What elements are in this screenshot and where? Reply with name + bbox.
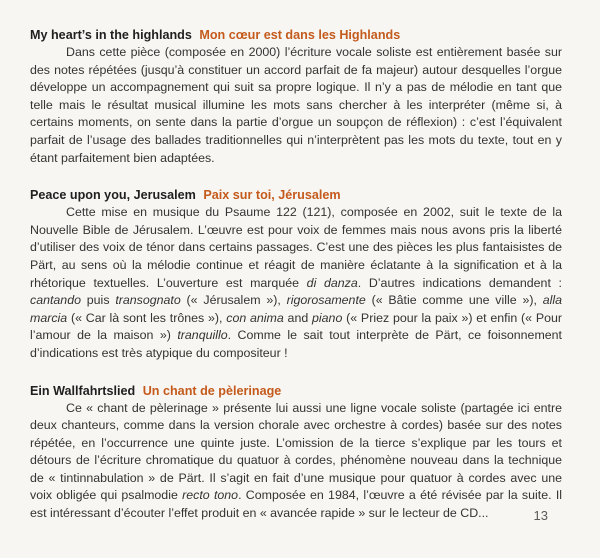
text-run: (« Bâtie comme une ville »), — [365, 293, 543, 308]
heading-french: Mon cœur est dans les Highlands — [199, 28, 401, 42]
section-paragraph — [30, 44, 562, 167]
italic-term: rigorosamente — [286, 293, 366, 308]
italic-term: con anima — [226, 310, 284, 325]
text-run: (« Jérusalem »), — [180, 293, 287, 308]
text-run: Ce « chant de pèlerinage » présente lui aussi une ligne vocale soliste (partagée ici entre deux chanteurs, comme dans la version chorale avec orchestre à cordes) basée sur des notes répétée, en l’occurrence une quinte juste. L’omission de la tierce s’explique par les tours et détours de l’écriture chromatique du quatuor à cordes, phénomène nouveau dans la technique de « tintinnabulation » de Pärt. Il s’agit en fait d’une musique pour quatuor à cordes avec une voix obligée qui psalmodie — [30, 400, 562, 503]
heading-french: Un chant de pèlerinage — [142, 383, 282, 398]
document-page — [30, 26, 562, 523]
italic-term: recto tono — [182, 488, 239, 503]
italic-term: piano — [312, 310, 343, 325]
text-run: puis — [80, 293, 116, 308]
heading-english: Ein Wallfahrtslied — [30, 383, 136, 398]
text-run: Dans cette pièce (composée en 2000) l’écriture vocale soliste est entièrement basée sur des notes répétées (jusqu’à constituer un accord parfait de fa majeur) autour desquelles l’orgue développe un accompagnement qui suit sa propre logique. Il n’y a pas de mélodie en tant que telle mais le résultat musical illumine les mots sans chercher à les interpréter (même si, à certains moments, on sente dans la partie d’orgue un soupçon de réflexion) : c’est l’équivalent parfait de l’usage des ballades traditionnelles qui n’interprètent pas les mots du texte, tout en y étant parfaitement bien adaptées. — [30, 45, 562, 165]
section-paragraph — [30, 400, 562, 523]
heading-english: My heart’s in the highlands — [30, 28, 192, 42]
section-highlands — [30, 26, 562, 167]
section-heading — [30, 26, 562, 44]
text-run: and — [283, 310, 313, 325]
italic-term: di danza — [306, 275, 358, 290]
text-run: . Comme le sait tout interprète de Pärt, ce foisonnement d’indications est très atypique du compositeur ! — [30, 328, 562, 360]
section-heading — [30, 382, 562, 400]
italic-term: alla marcia — [30, 293, 562, 325]
text-run: (« Car là sont les trônes »), — [67, 310, 227, 325]
italic-term: transognato — [115, 293, 181, 308]
text-run: (« Priez pour la paix ») et enfin (« Pour l’amour de la maison ») — [30, 310, 563, 343]
section-jerusalem — [30, 186, 562, 362]
text-run: . Composée en 1984, l’œuvre a été révisée par la suite. Il est intéressant d’écouter l’effet produit en « avancée rapide » sur le lecteur de CD... — [30, 488, 563, 521]
section-wallfahrtslied — [30, 382, 562, 523]
text-run: . D’autres indications demandent : — [357, 275, 562, 290]
section-heading — [30, 186, 562, 204]
text-run: Cette mise en musique du Psaume 122 (121), composée en 2002, suit le texte de la Nouvelle Bible de Jérusalem. L’œuvre est pour voix de femmes mais nous avons pris la liberté d’utiliser des voix de ténor dans certains passages. C’est une des pièces les plus fantaisistes de Pärt, au sens où la mélodie continue et réagit de manière éclatante à la signification et à la rhétorique textuelles. L’ouverture est marquée — [30, 205, 562, 290]
heading-english: Peace upon you, Jerusalem — [30, 188, 196, 203]
section-paragraph — [30, 204, 562, 362]
italic-term: tranquillo — [177, 328, 228, 343]
heading-french: Paix sur toi, Jérusalem — [203, 188, 341, 203]
page-number: 13 — [533, 508, 548, 523]
italic-term: cantando — [30, 293, 81, 308]
